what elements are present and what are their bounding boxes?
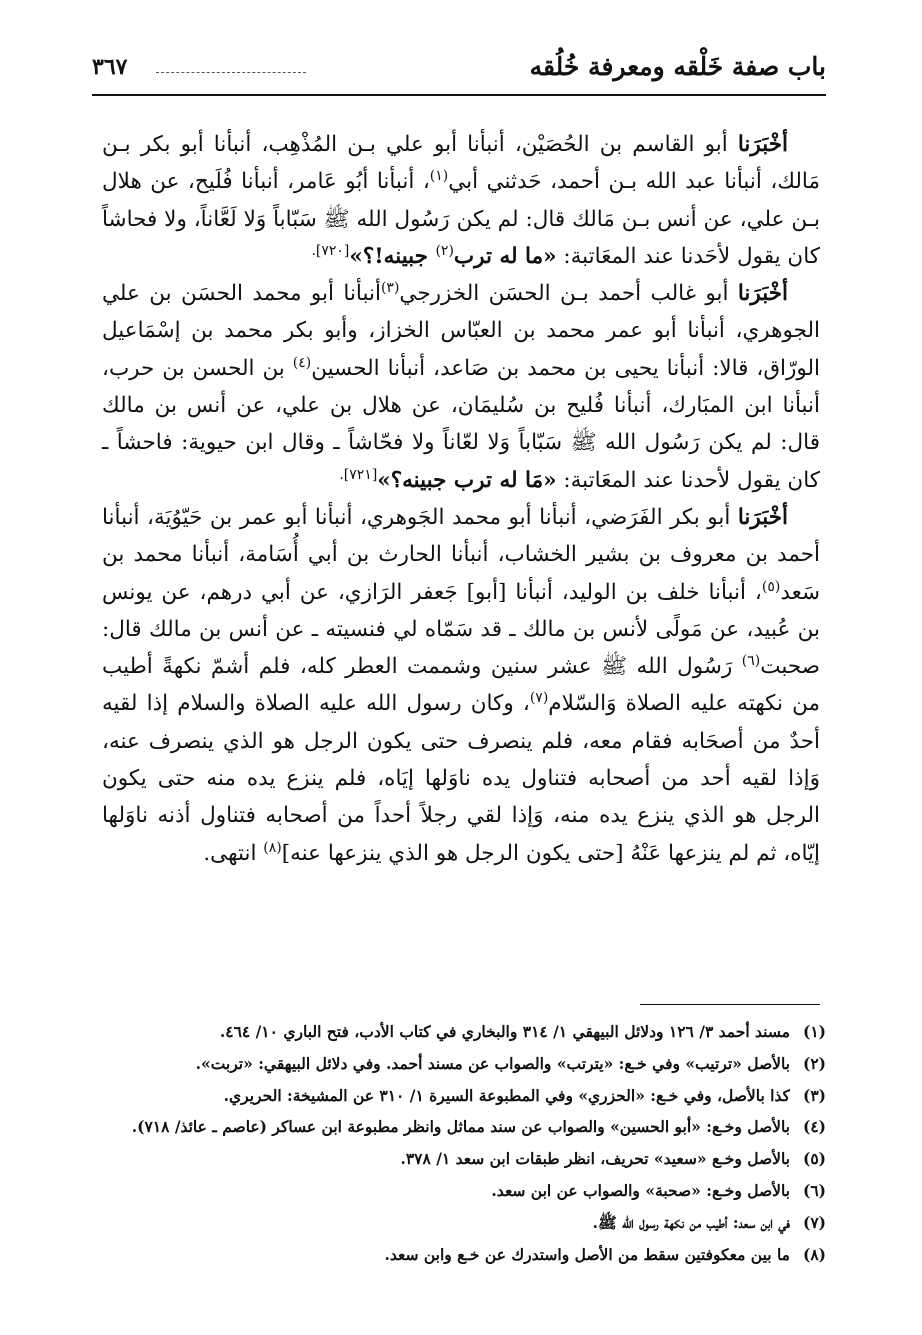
paragraph-text: أبو بكر الفَرَضي، أنبأنا أبو محمد الجَوهري، أنبأنا أبو عمر بن حَيّوُيَة، أنبأنا أحمد بن معروف بن بشير الخشاب، أنبأنا الحارث بن أبي أُسَامة، أنبأنا محمد بن سَعد bbox=[102, 504, 820, 605]
footnote-number: (٦) bbox=[802, 1180, 826, 1200]
paragraph-text: أبو غالب أحمد بـن الحسَن الخزرجي bbox=[399, 281, 738, 307]
footnote-ref: (٨) bbox=[263, 839, 282, 856]
hadith-number: [٧٢٠]. bbox=[311, 242, 350, 259]
paragraph-lead: أخْبَرَنا bbox=[737, 504, 788, 530]
footnote-ref: (٦) bbox=[741, 653, 761, 669]
quoted-saying: «ما له ترب bbox=[453, 243, 557, 269]
header-dash-line bbox=[156, 72, 306, 73]
footnote-number: (٣) bbox=[802, 1085, 826, 1105]
footnote bbox=[96, 1111, 826, 1143]
hadith-paragraph bbox=[102, 275, 820, 499]
paragraph-lead: أخْبَرَنا bbox=[737, 281, 788, 307]
hadith-paragraph bbox=[102, 499, 820, 872]
header-rule bbox=[92, 94, 826, 96]
footnote-ref: (٢) bbox=[435, 242, 454, 259]
paragraph-text: ، وكان رسول الله عليه الصلاة والسلام إذا لقيه أحدٌ من أصحَابه فقام معه، فلم ينصرف حتى يكون الرجل هو الذي ينصرف عنه، وَإذا لقيه أحد من أصحابه فتناول يده ناوَلها إيَاه، فلم ينزع يده منه حتى يكون الرجل هو الذي ينزع يده منه، وَإذا لقي رجلاً أحداً من أصحابه فتناول أذنه ناوَلها إيّاه، ثم لم ينزعها عَنْهُ [حتى يكون الرجل هو الذي ينزعها عنه] bbox=[102, 691, 820, 866]
paragraph-text: بن الحسن بن حرب، أنبأنا ابن المبَارك، أنبأنا فُليح بن سُليمَان، عن هلال بن علي، عن أنس بن مالك قال: لم يكن رَسُول الله ﷺ سَبّاباً وَلا لعّاناً ولا فحّاشاً ـ وقال ابن حيوية: فاحشاً ـ كان يقول لأحدنا عند المعَاتبة: bbox=[102, 355, 820, 493]
footnote-text: في ابن سعد: أطيب من نكهة رسول الله ﷺ. bbox=[592, 1212, 790, 1232]
paragraph-text: ، أنبأنا خلف بن الوليد، أنبأنا [أبو] جَعفر الرَازي، عن أبي درهم، عن يونس بن عُبيد، عن مَولًى لأنس بن مالك ـ قد سَمّاه لي فنسيته ـ عن أنس بن مالك قال: صحبت bbox=[102, 579, 820, 680]
footnote bbox=[96, 1207, 826, 1239]
footnote-text: بالأصل «ترتيب» وفي خـع: «يترتب» والصواب عن مسند أحمد. وفي دلائل البيهقي: «تربت». bbox=[195, 1053, 790, 1073]
footnote bbox=[96, 1239, 826, 1271]
paragraph-text: أبو القاسم بن الحُصَيْن، أنبأنا أبو علي بـن المُذْهِب، أنبأنا أبو بكر بـن مَالك، أنبأنا عبد الله بـن أحمد، حَدثني أبي bbox=[102, 132, 820, 195]
footnote bbox=[96, 1016, 826, 1048]
quoted-saying: «مَا له ترب جبينه؟» bbox=[377, 467, 557, 493]
footnote-text: ما بين معكوفتين سقط من الأصل واستدرك عن خـع وابن سعد. bbox=[384, 1244, 790, 1264]
footnote-number: (٢) bbox=[802, 1053, 826, 1073]
footnote-ref: (٤) bbox=[292, 354, 312, 371]
main-text bbox=[102, 126, 820, 872]
footnote-ref: (١) bbox=[429, 168, 449, 185]
quoted-saying: جبينه!؟» bbox=[349, 243, 436, 269]
footnote-number: (٨) bbox=[802, 1244, 826, 1264]
footnote bbox=[96, 1143, 826, 1175]
footnote bbox=[96, 1048, 826, 1080]
footnote-ref: (٧) bbox=[529, 690, 549, 707]
page-number: ٣٦٧ bbox=[92, 54, 128, 80]
paragraph-text: أنبأنا أبو محمد الحسَن بن علي الجوهري، أنبأنا أبو عمر محمد بن العبّاس الخزاز، وأبو بكر محمد بن إسْمَاعيل الورّاق، قالا: أنبأنا يحيى بن محمد بن صَاعد، أنبأنا الحسين bbox=[102, 281, 820, 381]
footnote-text: بالأصل وخـع: «أبو الحسين» والصواب عن سند مماثل وانظر مطبوعة ابن عساكر (عاصم ـ عائذ/ ٧١٨). bbox=[131, 1117, 790, 1137]
footnote-ref: (٥) bbox=[761, 578, 781, 595]
footnote-separator bbox=[640, 1004, 820, 1005]
footnote-ref: (٣) bbox=[380, 280, 400, 297]
footnote-text: كذا بالأصل، وفي خـع: «الحزري» وفي المطبوعة السيرة ١/ ٣١٠ عن المشيخة: الحريري. bbox=[223, 1085, 790, 1105]
footnote bbox=[96, 1080, 826, 1112]
paragraph-text: انتهى. bbox=[203, 840, 264, 866]
footnote-number: (١) bbox=[802, 1022, 826, 1041]
paragraph-text: ، أنبأنا أبُو عَامر، أنبأنا فُلَيح، عن هلال بـن علي، عن أنس بـن مَالك قال: لم يكن رَسُول الله ﷺ سَبّاباً وَلا لَعَّاناً، ولا فحاشاً كان يقول لأحَدنا عند المعَاتبة: bbox=[102, 169, 820, 269]
footnote-number: (٤) bbox=[802, 1117, 826, 1137]
footnote-number: (٧) bbox=[802, 1212, 826, 1232]
footnotes bbox=[96, 1016, 826, 1270]
footnote-text: مسند أحمد ٣/ ١٢٦ ودلائل البيهقي ١/ ٣١٤ والبخاري في كتاب الأدب، فتح الباري ١٠/ ٤٦٤. bbox=[219, 1022, 790, 1041]
hadith-number: [٧٢١]. bbox=[339, 466, 378, 483]
hadith-paragraph bbox=[102, 126, 820, 275]
footnote-text: بالأصل وخـع: «صحبة» والصواب عن ابن سعد. bbox=[491, 1180, 790, 1200]
paragraph-lead: أخْبَرَنا bbox=[737, 132, 788, 157]
paragraph-text: رَسُول الله ﷺ عشر سنين وشممت العطر كله، فلم أشمّ نكهةً أطيب من نكهته عليه الصلاة وَالسّلام bbox=[102, 654, 820, 717]
running-header bbox=[92, 50, 826, 96]
chapter-title: باب صفة خَلْقه ومعرفة خُلُقه bbox=[529, 52, 826, 81]
footnote bbox=[96, 1175, 826, 1207]
footnote-number: (٥) bbox=[802, 1149, 826, 1169]
footnote-text: بالأصل وخـع «سعيد» تحريف، انظر طبقات ابن سعد ١/ ٣٧٨. bbox=[400, 1149, 790, 1169]
